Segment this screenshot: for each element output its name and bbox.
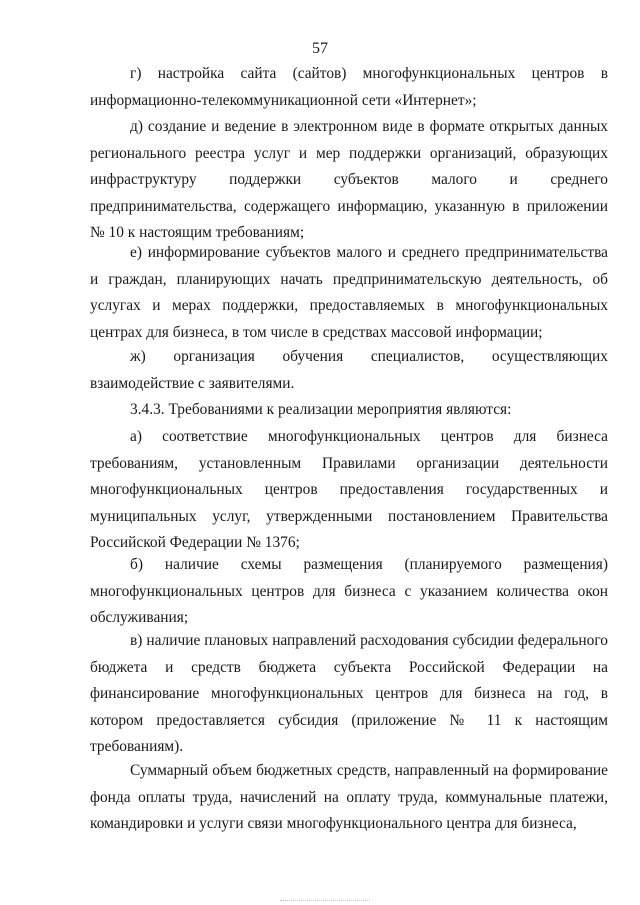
scan-edge-mark <box>280 900 370 902</box>
paragraph-g: г) настройка сайта (сайтов) многофункциональных центров в информационно-телекоммуникационной сети «Интернет»; <box>90 65 608 109</box>
paragraph-zh: ж) организация обучения специалистов, осуществляющих взаимодействие с заявителями. <box>90 348 608 392</box>
paragraph-e: е) информирование субъектов малого и среднего предпринимательства и граждан, планирующих начать предпринимательскую деятельность, об услугах и мерах поддержки, предоставляемых в многофункциональных центрах для бизнеса, в том числе в средствах массовой информации; <box>90 244 608 341</box>
paragraph-b: б) наличие схемы размещения (планируемого размещения) многофункциональных центров для бизнеса с указанием количества окон обслуживания; <box>90 556 608 626</box>
page-number: 57 <box>312 40 328 57</box>
paragraph-a: а) соответствие многофункциональных центров для бизнеса требованиям, установленным Правилами организации деятельности многофункциональных центров предоставления государственных и муниципальных услуг, утвержденными постановлением Правительства Российской Федерации № 1376; <box>90 428 608 551</box>
paragraph-3-4-3: 3.4.3. Требованиями к реализации мероприятия являются: <box>130 401 512 418</box>
paragraph-v: в) наличие плановых направлений расходования субсидии федерального бюджета и средств бюджета субъекта Российской Федерации на финансирование многофункциональных центров для бизнеса на год, в котором предоставляется субсидия (приложение № 11 к настоящим требованиям). <box>90 632 608 755</box>
paragraph-d: д) создание и ведение в электронном виде в формате открытых данных регионального реестра услуг и мер поддержки организаций, образующих инфраструктуру поддержки субъектов малого и среднего предпринимательства, содержащего информацию, указанную в приложении № 10 к настоящим требованиям; <box>90 118 608 241</box>
paragraph-summary: Суммарный объем бюджетных средств, направленный на формирование фонда оплаты труда, начислений на оплату труда, коммунальные платежи, командировки и услуги связи многофункционального центра для бизнеса, <box>90 762 608 832</box>
